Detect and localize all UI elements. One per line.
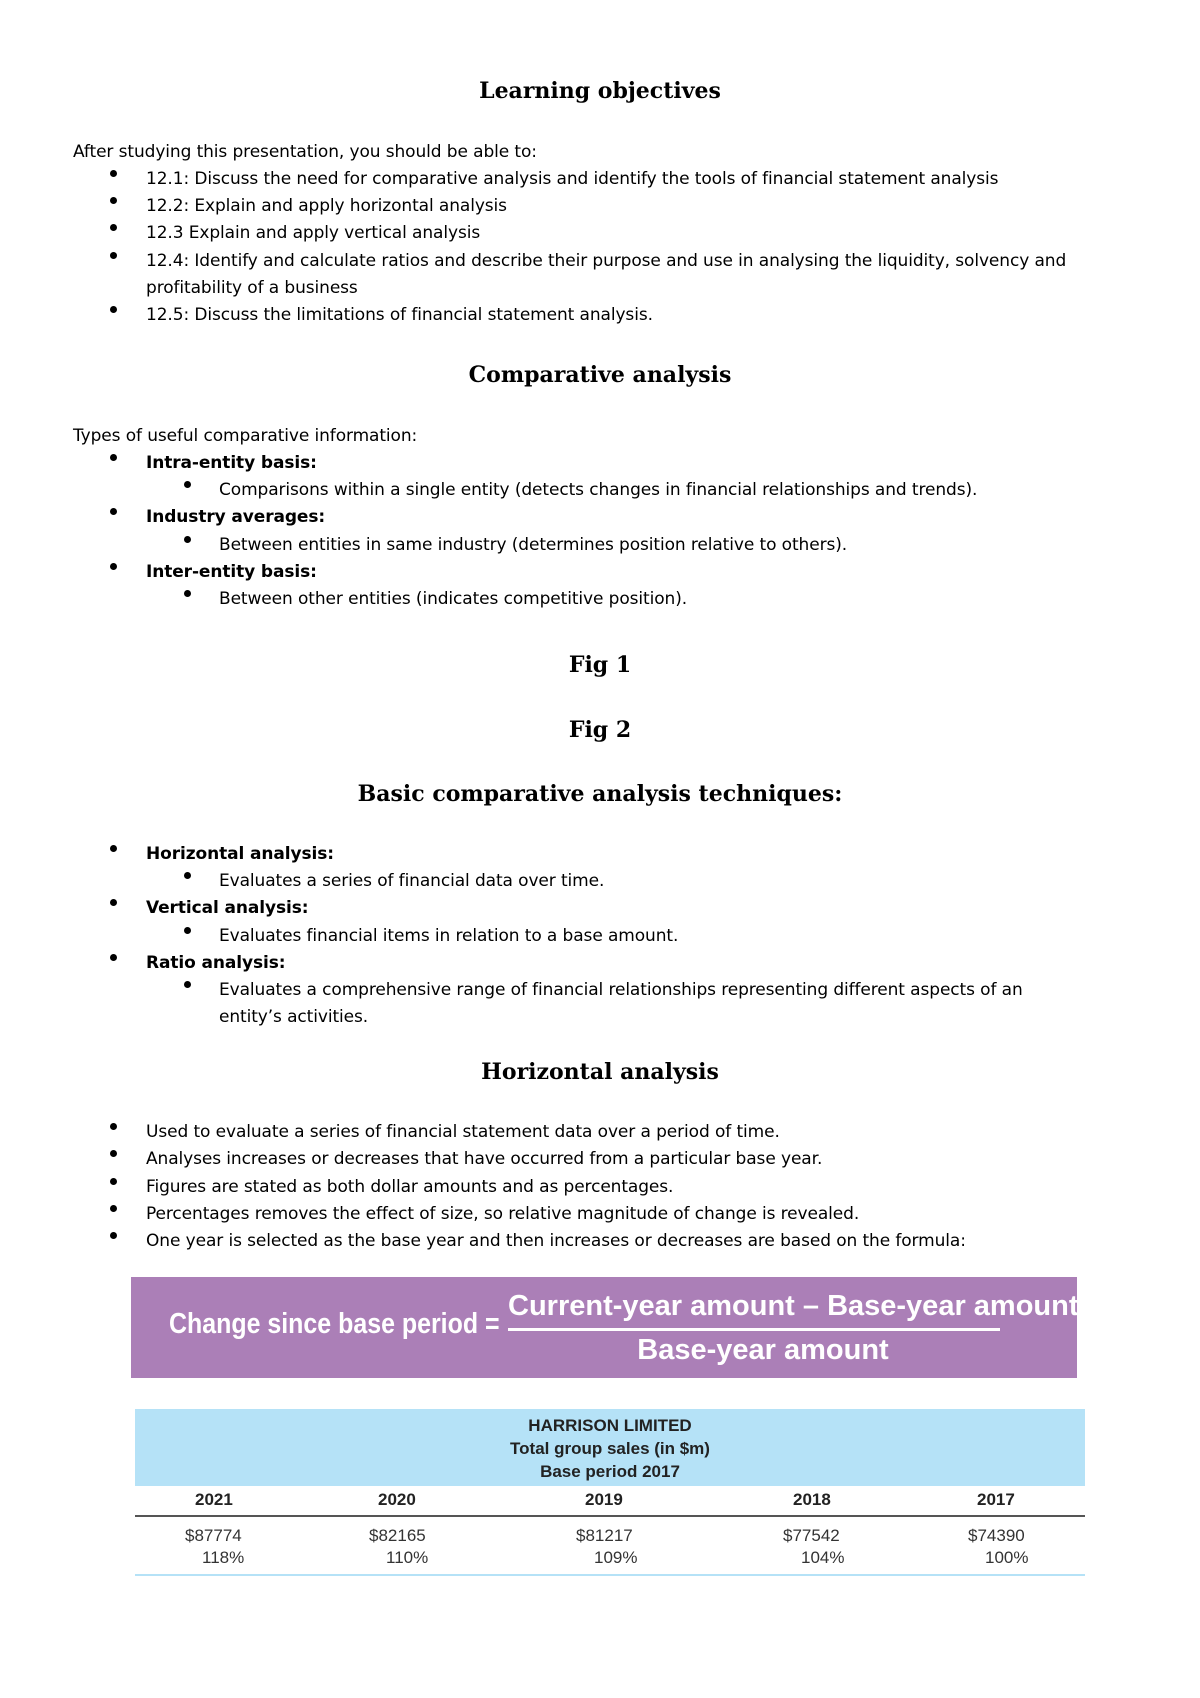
comparative-item-detail: Comparisons within a single entity (detects changes in financial relationships and trends). [219, 480, 978, 500]
table-column-headers [135, 1486, 1085, 1516]
objectives-intro: After studying this presentation, you should be able to: [73, 142, 537, 162]
bullet [110, 508, 117, 515]
technique-label: Ratio analysis: [146, 953, 286, 973]
heading-basic-techniques: Basic comparative analysis techniques: [357, 781, 843, 807]
table-cell: $87774 [185, 1526, 242, 1545]
horizontal-item: Analyses increases or decreases that have occurred from a particular base year. [146, 1149, 823, 1169]
table-header [135, 1409, 1085, 1486]
horizontal-item: One year is selected as the base year and then increases or decreases are based on the formula: [146, 1231, 966, 1251]
technique-detail: Evaluates a comprehensive range of financial relationships representing different aspects of an [219, 980, 1023, 1000]
bullet [110, 1150, 117, 1157]
technique-detail-continuation: entity’s activities. [219, 1007, 369, 1027]
bullet [110, 454, 117, 461]
bullet [110, 170, 117, 177]
bullet [110, 252, 117, 259]
column-header: 2019 [585, 1490, 623, 1509]
sub-bullet [184, 872, 191, 879]
sub-bullet [184, 590, 191, 597]
horizontal-item: Percentages removes the effect of size, so relative magnitude of change is revealed. [146, 1204, 860, 1224]
sub-bullet [184, 536, 191, 543]
table-row-percents [135, 1544, 1085, 1568]
heading-learning-objectives: Learning objectives [479, 78, 721, 104]
comparative-item-detail: Between entities in same industry (determines position relative to others). [219, 535, 848, 555]
table-cell: $74390 [968, 1526, 1025, 1545]
objective-item: 12.3 Explain and apply vertical analysis [146, 223, 481, 243]
table-cell: 104% [801, 1548, 845, 1567]
bullet [110, 1232, 117, 1239]
bullet [110, 306, 117, 313]
table-rule [135, 1515, 1085, 1517]
table-bottom-rule [135, 1574, 1085, 1576]
bullet [110, 224, 117, 231]
table-row-amounts [135, 1522, 1085, 1546]
table-cell: 109% [594, 1548, 638, 1567]
comparative-intro: Types of useful comparative information: [73, 426, 418, 446]
comparative-item-detail: Between other entities (indicates competitive position). [219, 589, 688, 609]
objective-item: 12.1: Discuss the need for comparative analysis and identify the tools of financial statement analysis [146, 169, 999, 189]
horizontal-item: Figures are stated as both dollar amounts and as percentages. [146, 1177, 674, 1197]
table-cell: $82165 [369, 1526, 426, 1545]
table-subtitle: Total group sales (in $m) [510, 1439, 710, 1458]
figure-caption-1: Fig 1 [568, 652, 632, 678]
table-cell: 100% [985, 1548, 1029, 1567]
sub-bullet [184, 481, 191, 488]
sub-bullet [184, 981, 191, 988]
formula-lhs: Change since base period = [169, 1308, 500, 1340]
objective-item: 12.2: Explain and apply horizontal analysis [146, 196, 507, 216]
column-header: 2017 [977, 1490, 1015, 1509]
figure-caption-2: Fig 2 [568, 717, 632, 743]
bullet [110, 899, 117, 906]
objective-item: 12.5: Discuss the limitations of financial statement analysis. [146, 305, 653, 325]
heading-horizontal-analysis: Horizontal analysis [481, 1059, 719, 1085]
formula-box [131, 1277, 1077, 1378]
table-cell: 110% [386, 1548, 429, 1567]
heading-comparative-analysis: Comparative analysis [468, 362, 732, 388]
bullet [110, 1178, 117, 1185]
objective-item: 12.4: Identify and calculate ratios and describe their purpose and use in analysing the liquidity, solvency and [146, 251, 1067, 271]
comparative-item-label: Inter-entity basis: [146, 562, 317, 582]
column-header: 2018 [793, 1490, 831, 1509]
objective-item-continuation: profitability of a business [146, 278, 358, 298]
comparative-item-label: Industry averages: [146, 507, 326, 527]
bullet [110, 563, 117, 570]
technique-label: Horizontal analysis: [146, 844, 334, 864]
technique-detail: Evaluates a series of financial data over time. [219, 871, 605, 891]
table-title: HARRISON LIMITED [528, 1416, 692, 1435]
column-header: 2020 [378, 1490, 416, 1509]
horizontal-item: Used to evaluate a series of financial statement data over a period of time. [146, 1122, 780, 1142]
table-base-period: Base period 2017 [540, 1462, 680, 1481]
table-cell: $77542 [783, 1526, 840, 1545]
bullet [110, 1205, 117, 1212]
column-header: 2021 [195, 1490, 233, 1509]
bullet [110, 954, 117, 961]
bullet [110, 1123, 117, 1130]
technique-detail: Evaluates financial items in relation to a base amount. [219, 926, 679, 946]
comparative-item-label: Intra-entity basis: [146, 453, 317, 473]
fraction-bar [508, 1328, 1000, 1331]
technique-label: Vertical analysis: [146, 898, 309, 918]
table-cell: $81217 [576, 1526, 633, 1545]
formula-denominator: Base-year amount [637, 1334, 889, 1366]
table-cell: 118% [202, 1548, 245, 1567]
sub-bullet [184, 927, 191, 934]
bullet [110, 197, 117, 204]
bullet [110, 845, 117, 852]
formula-numerator: Current-year amount – Base-year amount [508, 1290, 1079, 1322]
